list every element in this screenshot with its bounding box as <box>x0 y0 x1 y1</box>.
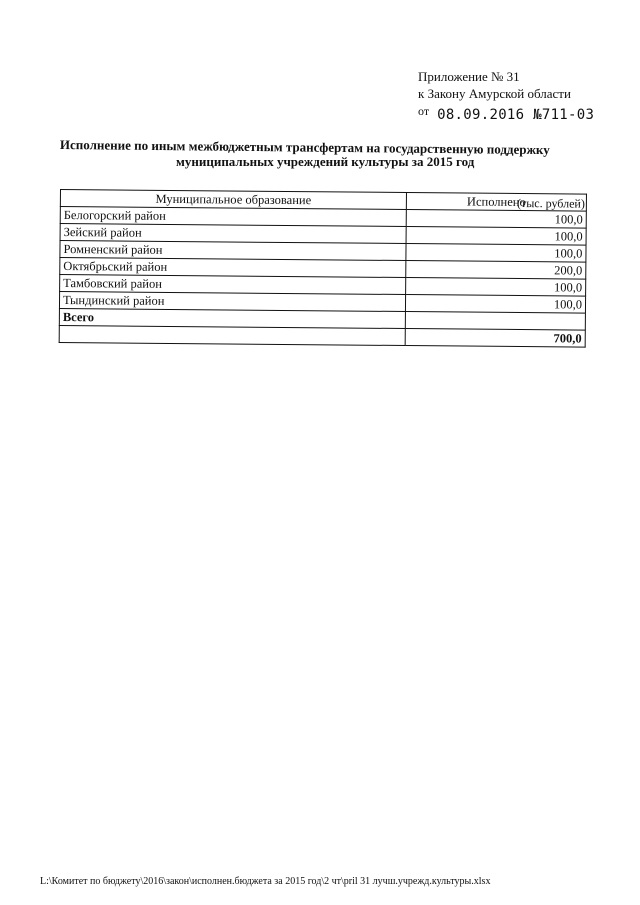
appendix-from-label: от <box>418 104 430 118</box>
row-name: Тамбовский район <box>60 275 406 295</box>
table-container <box>59 189 587 348</box>
total-sum-row <box>59 325 585 347</box>
row-value: 100,0 <box>405 278 585 297</box>
row-name: Белогорский район <box>60 207 406 227</box>
total-label: Всего <box>59 308 405 328</box>
appendix-title: Приложение № 31 <box>418 69 520 84</box>
execution-table <box>59 189 587 348</box>
row-value: 200,0 <box>406 261 586 280</box>
header-municipality: Муниципальное образование <box>60 190 406 210</box>
row-value: 100,0 <box>406 244 586 263</box>
row-value: 100,0 <box>406 210 586 229</box>
document-title-line-2: муниципальных учреждений культуры за 2015 год <box>176 154 475 169</box>
total-blank-cell <box>405 312 585 331</box>
row-name: Зейский район <box>60 224 406 244</box>
appendix-date-stamp: 08.09.2016 №711-03 <box>437 107 595 123</box>
row-name: Октябрьский район <box>60 258 406 278</box>
row-value: 100,0 <box>405 295 585 314</box>
header-executed: Исполнено <box>406 193 586 212</box>
file-path-footer: L:\Комитет по бюджету\2016\закон\исполнен.бюджета за 2015 год\2 чт\pril 31 лучш.учрежд.культуры.xlsx <box>40 876 491 887</box>
total-sum-blank-cell <box>59 325 405 345</box>
row-name: Тындинский район <box>59 292 405 312</box>
appendix-header <box>418 68 594 124</box>
document-title-line-1: Исполнение по иным межбюджетным трансфертам на государственную поддержку <box>59 136 550 158</box>
row-value: 100,0 <box>406 227 586 246</box>
appendix-date-line <box>418 103 594 124</box>
units-label: (тыс. рублей) <box>516 195 585 211</box>
row-name: Ромненский район <box>60 241 406 261</box>
appendix-law: к Закону Амурской области <box>418 86 571 101</box>
total-value: 700,0 <box>405 329 585 348</box>
document-title <box>60 136 600 170</box>
